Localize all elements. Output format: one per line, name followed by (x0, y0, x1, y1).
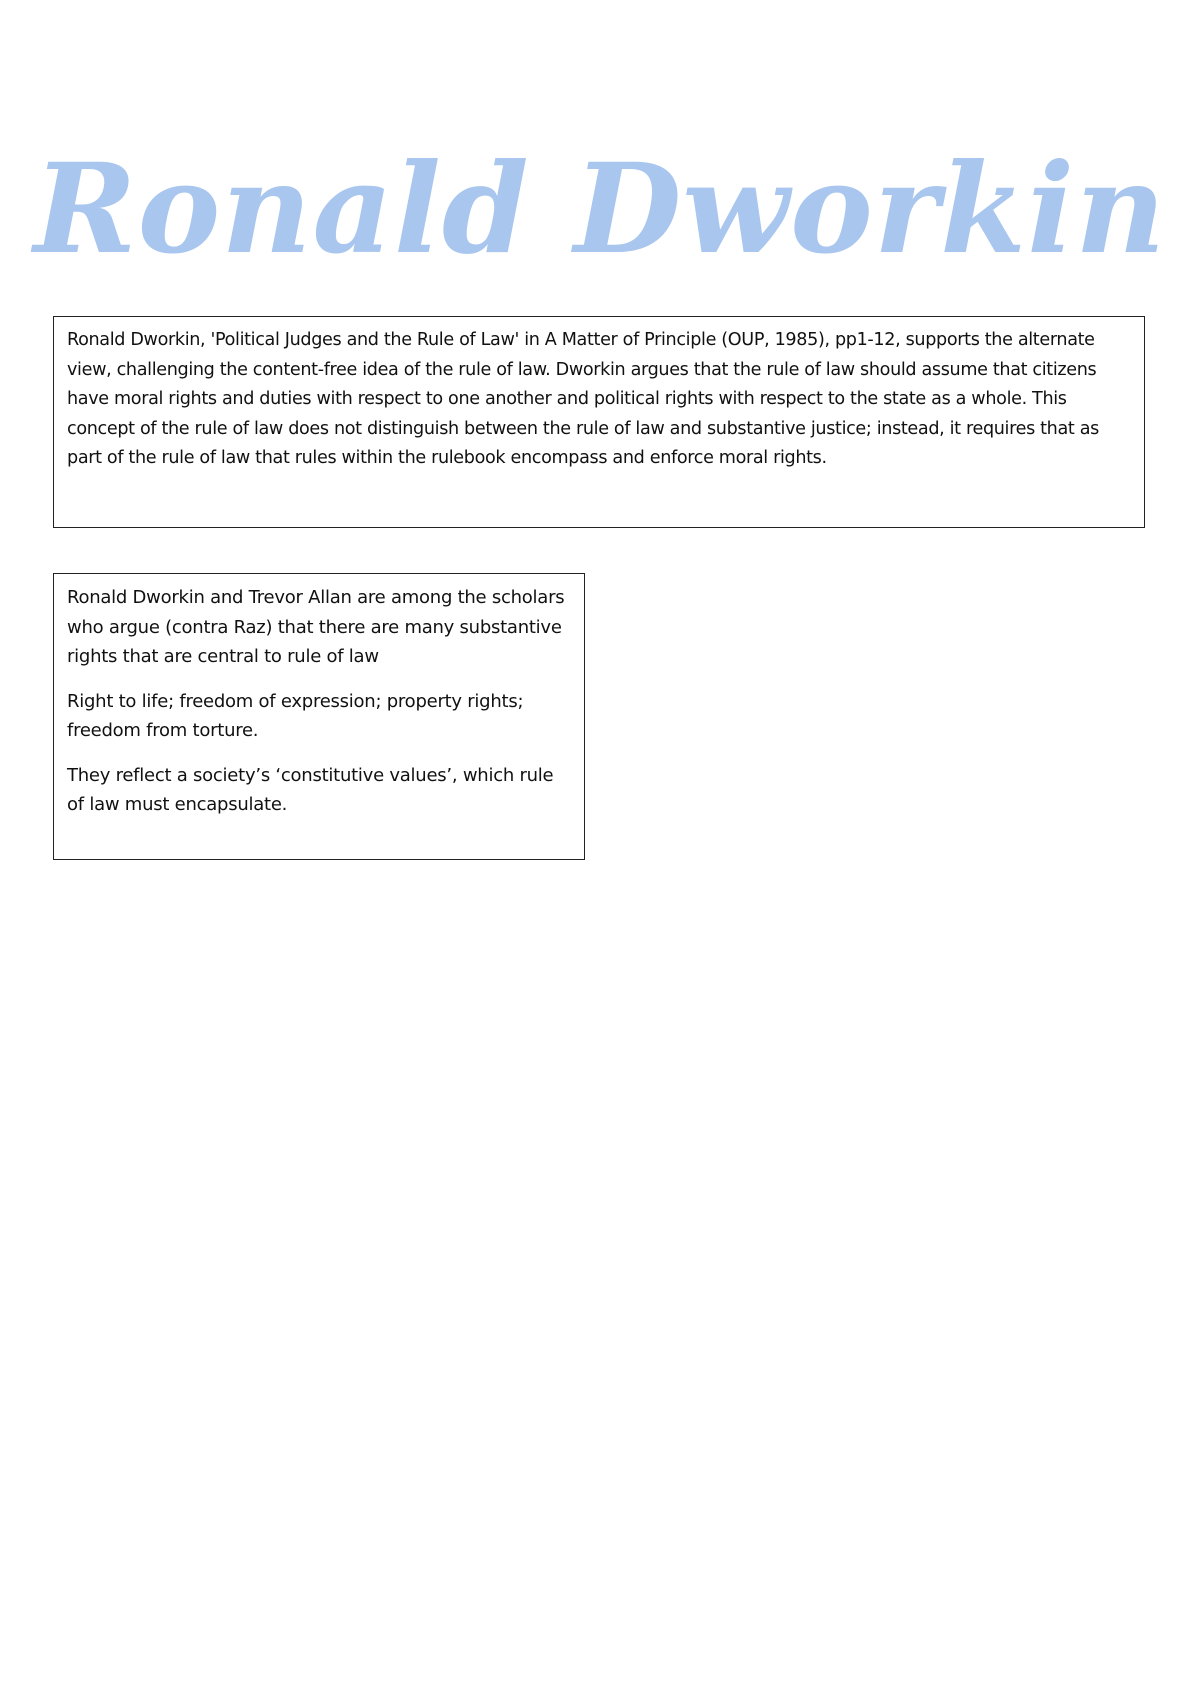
summary-box (53, 316, 1145, 528)
rights-box (53, 573, 585, 860)
rights-paragraph-list: Right to life; freedom of expression; property rights; freedom from torture. (67, 690, 524, 741)
summary-paragraph: Ronald Dworkin, 'Political Judges and the Rule of Law' in A Matter of Principle (OUP, 1985), pp1-12, supports the alternate view, challenging the content-free idea of the rule of law. Dworkin argues that the rule of law should assume that citizens have moral rights and duties with respect to one another and political rights with respect to the state as a whole. This concept of the rule of law does not distinguish between the rule of law and substantive justice; instead, it requires that as part of the rule of law that rules within the rulebook encompass and enforce moral rights. (67, 330, 1099, 468)
page-title: Ronald Dworkin (33, 137, 1167, 282)
rights-paragraph-scholars: Ronald Dworkin and Trevor Allan are among the scholars who argue (contra Raz) that there are many substantive rights that are central to rule of law (67, 587, 565, 667)
rights-paragraph-values: They reflect a society’s ‘constitutive values’, which rule of law must encapsulate. (67, 764, 554, 815)
